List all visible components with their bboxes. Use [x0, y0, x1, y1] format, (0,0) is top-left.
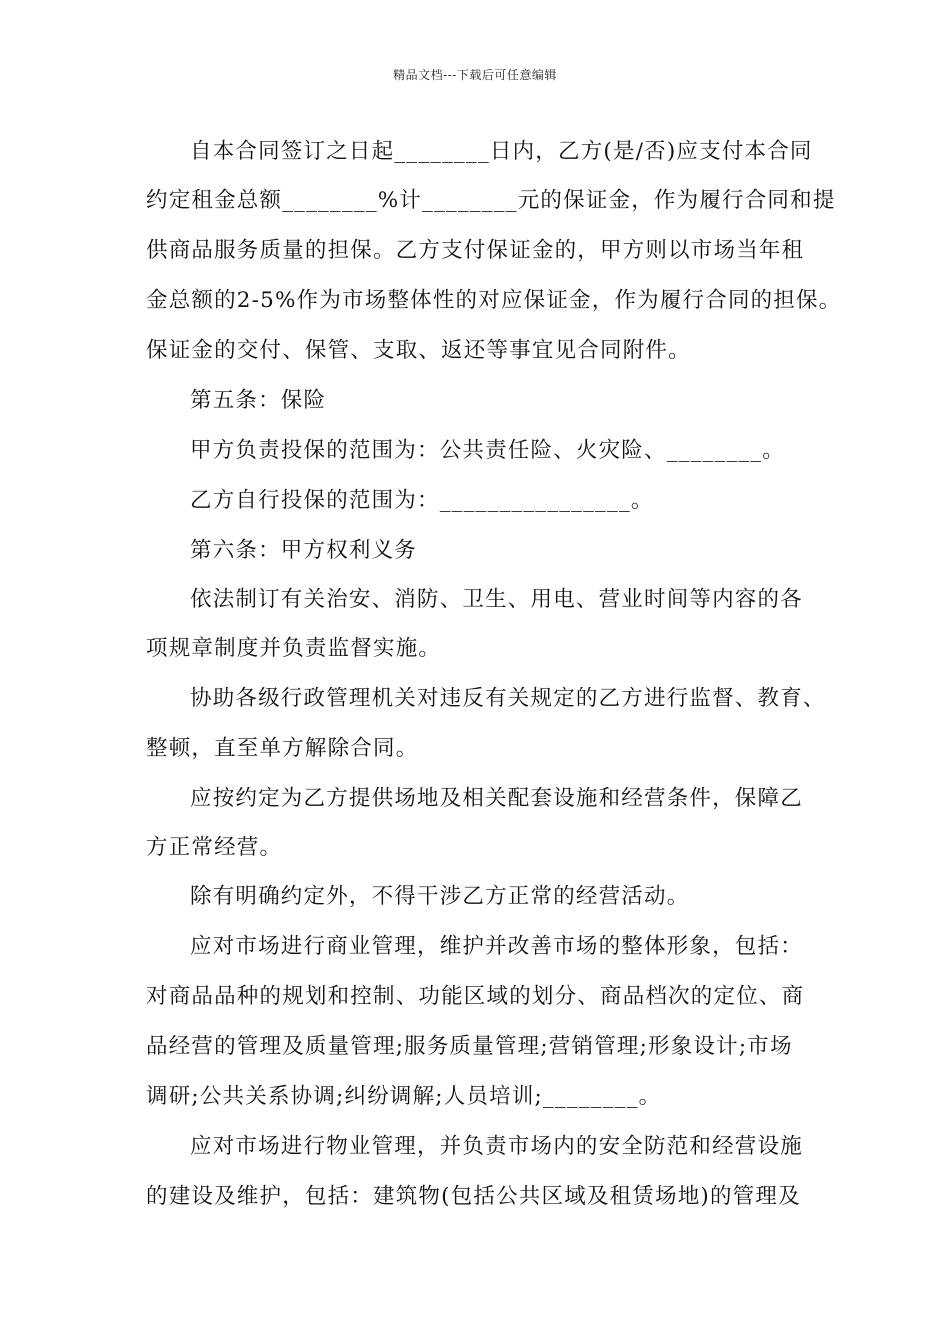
- paragraph-line: 整顿，直至单方解除合同。: [146, 736, 419, 761]
- paragraph-line: 应对市场进行商业管理，维护并改善市场的整体形象，包括：: [190, 934, 803, 959]
- paragraph-line: 供商品服务质量的担保。乙方支付保证金的，甲方则以市场当年租: [146, 238, 805, 263]
- paragraph-line: 项规章制度并负责监督实施。: [146, 636, 442, 661]
- paragraph-line: 方正常经营。: [146, 835, 283, 860]
- paragraph-line: 自本合同签订之日起________日内，乙方(是/否)应支付本合同: [190, 139, 813, 164]
- paragraph-line: 金总额的2-5%作为市场整体性的对应保证金，作为履行合同的担保。: [146, 288, 842, 313]
- paragraph-line: 调研;公共关系协调;纠纷调解;人员培训;________。: [146, 1084, 662, 1109]
- paragraph-line: 应按约定为乙方提供场地及相关配套设施和经营条件，保障乙: [190, 786, 803, 811]
- paragraph-line: 的建设及维护，包括：建筑物(包括公共区域及租赁场地)的管理及: [146, 1184, 801, 1209]
- paragraph-line: 乙方自行投保的范围为：________________。: [190, 488, 654, 513]
- paragraph-line: 对商品品种的规划和控制、功能区域的划分、商品档次的定位、商: [146, 984, 805, 1009]
- paragraph-line: 协助各级行政管理机关对违反有关规定的乙方进行监督、教育、: [190, 686, 826, 711]
- paragraph-line: 约定租金总额________%计________元的保证金，作为履行合同和提: [146, 188, 836, 213]
- paragraph-line: 依法制订有关治安、消防、卫生、用电、营业时间等内容的各: [190, 587, 803, 612]
- section-heading: 第六条：甲方权利义务: [190, 538, 418, 563]
- section-heading: 第五条：保险: [190, 388, 327, 413]
- paragraph-line: 应对市场进行物业管理，并负责市场内的安全防范和经营设施: [190, 1134, 803, 1159]
- paragraph-line: 甲方负责投保的范围为：公共责任险、火灾险、________。: [190, 438, 786, 463]
- paragraph-line: 除有明确约定外，不得干涉乙方正常的经营活动。: [190, 884, 690, 909]
- page-header: 精品文档---下载后可任意编辑: [393, 68, 557, 82]
- paragraph-line: 保证金的交付、保管、支取、返还等事宜见合同附件。: [146, 338, 691, 363]
- paragraph-line: 品经营的管理及质量管理;服务质量管理;营销管理;形象设计;市场: [146, 1034, 793, 1059]
